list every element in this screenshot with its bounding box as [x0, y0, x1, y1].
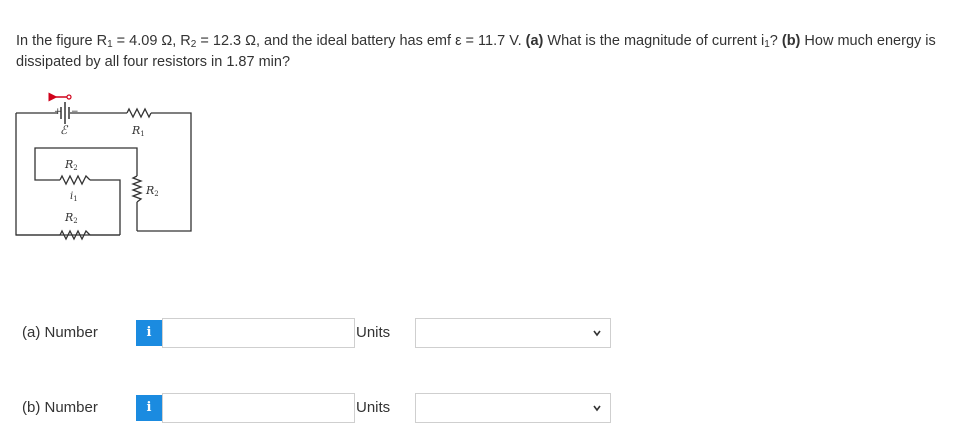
i-subscript: 1	[764, 39, 770, 50]
r2-vertical-label: R2	[146, 184, 159, 198]
chevron-down-icon	[592, 403, 602, 413]
answer-row-b	[22, 391, 622, 425]
battery-plus: +	[54, 107, 62, 117]
emf-arrow-icon	[56, 95, 71, 99]
i1-label: $i_1$	[70, 191, 78, 203]
emf-label: ℰ	[60, 123, 68, 137]
info-icon[interactable]: i	[136, 320, 162, 346]
battery-symbol	[61, 102, 69, 124]
r1-label: R1	[132, 124, 145, 138]
part-b-tag: (b)	[781, 33, 801, 49]
r1-resistor	[127, 109, 151, 117]
part-a-number-label: (a) Number	[22, 324, 98, 341]
part-a-number-input[interactable]	[162, 318, 355, 348]
r2-middle-resistor	[60, 176, 90, 184]
r2-middle-label: R2	[65, 158, 78, 172]
r2-vertical-resistor	[133, 176, 141, 202]
question-r2-emf: = 12.3 Ω, and the ideal battery has emf ε = 11.7 V.	[196, 33, 526, 49]
question-intro: In the figure R	[16, 33, 108, 49]
part-a-end: ?	[769, 33, 782, 49]
part-b-units-select[interactable]	[415, 393, 611, 423]
r2-lower-label: R2	[65, 211, 78, 225]
chevron-down-icon	[592, 328, 602, 338]
battery-minus: −	[71, 107, 79, 117]
part-a-units-select[interactable]	[415, 318, 611, 348]
part-a-tag: (a)	[525, 33, 544, 49]
r2-subscript: 2	[190, 39, 197, 50]
r1-subscript: 1	[107, 39, 113, 50]
info-icon[interactable]: i	[136, 395, 162, 421]
part-b-text: How much energy is dissipated by all four resistors in 1.87 min?	[16, 33, 936, 70]
question-r1-value: = 4.09 Ω, R	[112, 33, 191, 49]
part-b-number-input[interactable]	[162, 393, 355, 423]
circuit-wires	[16, 113, 191, 235]
question-text	[16, 31, 946, 73]
circuit-figure	[10, 88, 200, 248]
part-a-text: What is the magnitude of current i	[543, 33, 765, 49]
part-a-units-label: Units	[356, 324, 391, 341]
answer-row-a	[22, 316, 622, 350]
part-b-number-label: (b) Number	[22, 399, 98, 416]
part-b-units-label: Units	[356, 399, 391, 416]
